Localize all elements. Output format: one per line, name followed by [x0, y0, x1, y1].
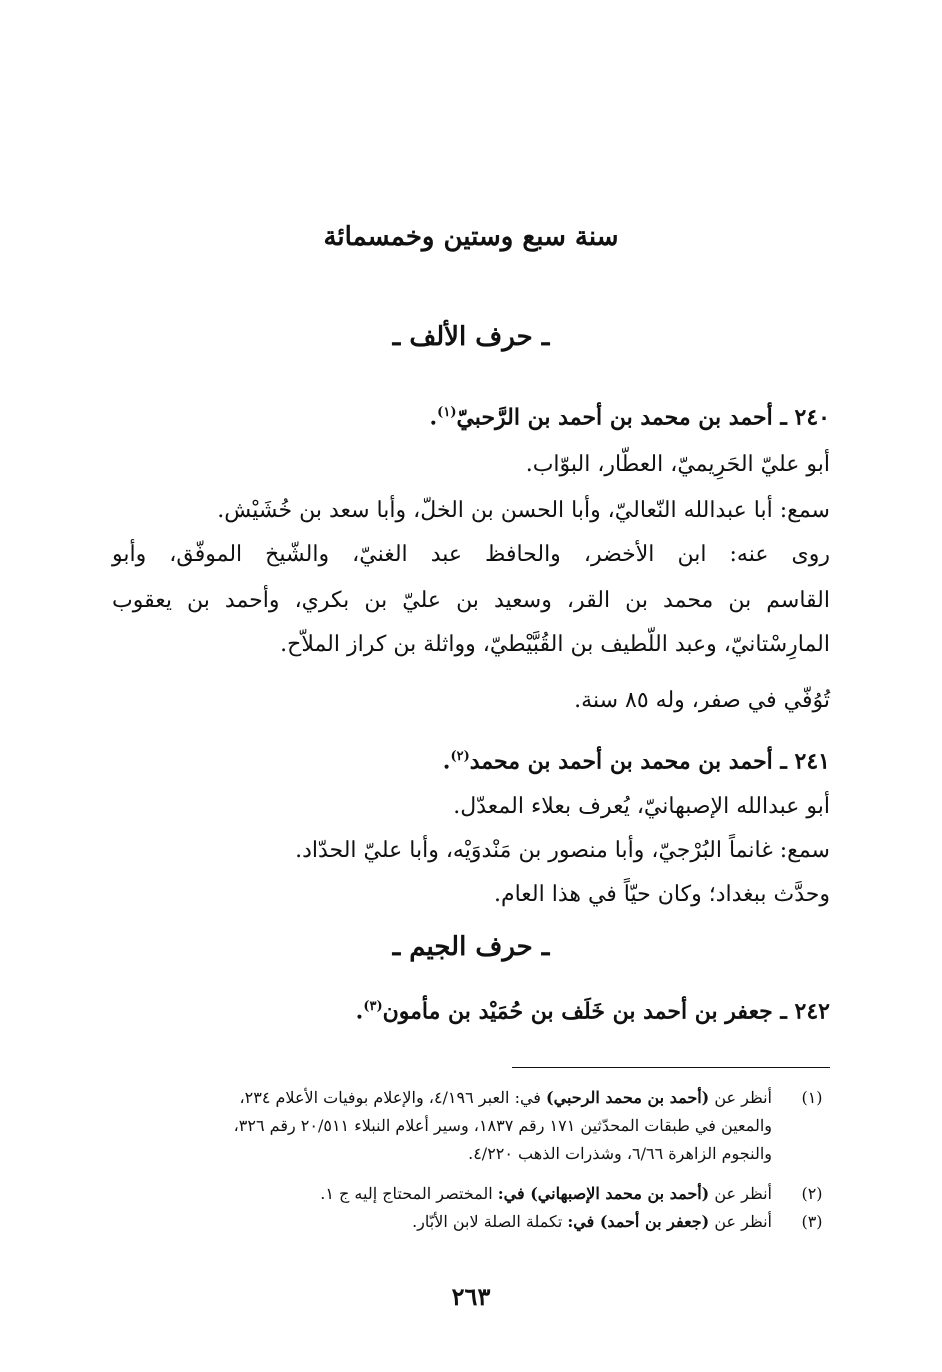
section-heading-jim: ـ حرف الجيم ـ	[392, 932, 550, 962]
entry-240-note-ref: (١)	[437, 405, 457, 420]
section-heading-alif: ـ حرف الألف ـ	[392, 322, 550, 352]
entry-242-period: .	[355, 998, 364, 1025]
footnote-3-number: (٣)	[801, 1212, 823, 1231]
entry-240-name: ٢٤٠ ـ أحمد بن محمد بن أحمد بن الرَّحبيّ	[456, 404, 830, 431]
footnote-1-number: (١)	[801, 1088, 823, 1107]
entry-242-heading	[356, 990, 830, 1028]
page-title: سنة سبع وستين وخمسمائة	[323, 222, 619, 252]
entry-241-kunya: أبو عبدالله الإصبهانيّ، يُعرف بعلاء المعدّل.	[453, 794, 830, 819]
entry-241-heading	[443, 740, 830, 778]
entry-242-name: ٢٤٢ ـ جعفر بن أحمد بن خَلَف بن حُمَيْد بن مأمون	[382, 998, 830, 1025]
entry-241-name: ٢٤١ ـ أحمد بن محمد بن أحمد بن محمد	[469, 748, 830, 775]
footnote-2-number: (٢)	[801, 1184, 823, 1203]
page-number: ٢٦٣	[451, 1282, 491, 1311]
footnote-1-line-2: والمعين في طبقات المحدّثين ١٧١ رقم ١٨٣٧، وسير أعلام النبلاء ٢٠/٥١١ رقم ٣٢٦،	[233, 1116, 772, 1135]
footnote-1-line-3: والنجوم الزاهرة ٦/٦٦، وشذرات الذهب ٤/٢٢٠.	[468, 1144, 772, 1163]
entry-240-kunya: أبو عليّ الحَرِيميّ، العطّار، البوّاب.	[525, 452, 830, 477]
footnote-1-subject: (أحمد بن محمد الرحبي)	[546, 1088, 710, 1107]
entry-240-students-line-3: المارِسْتانيّ، وعبد اللّطيف بن القُبَّيْطيّ، وواثلة بن كراز الملاّح.	[280, 632, 830, 657]
entry-240-heading	[430, 396, 831, 434]
footnote-3-prefix: أنظر عن	[709, 1212, 772, 1231]
footnote-3-text-1: تكملة الصلة لابن الأبّار.	[412, 1212, 568, 1231]
entry-240-students-line-1: روى عنه: ابن الأخضر، والحافظ عبد الغنيّ، والشّيخ الموفّق، وأبو	[112, 542, 830, 567]
footnote-2-text-1: المختصر المحتاج إليه ج ١.	[320, 1184, 498, 1203]
footnote-2-prefix: أنظر عن	[709, 1184, 772, 1203]
footnote-3-subject: (جعفر بن أحمد) في:	[567, 1212, 710, 1231]
entry-241-period: .	[442, 748, 451, 775]
entry-240-teachers: سمع: أبا عبدالله النّعاليّ، وأبا الحسن بن الخلّ، وأبا سعد بن خُشَيْش.	[217, 498, 830, 523]
entry-241-narration: وحدَّث ببغداد؛ وكان حيّاً في هذا العام.	[493, 882, 830, 907]
footnote-2-subject: (أحمد بن محمد الإصبهاني) في:	[497, 1184, 710, 1203]
entry-240-death: تُوُفّي في صفر، وله ٨٥ سنة.	[574, 688, 830, 713]
entry-241-teachers: سمع: غانماً البُرْجيّ، وأبا منصور بن مَنْدوَيْه، وأبا عليّ الحدّاد.	[295, 838, 830, 863]
entry-240-students-line-2: القاسم بن محمد بن القر، وسعيد بن عليّ بن بكري، وأحمد بن يعقوب	[112, 588, 830, 613]
footnote-divider	[512, 1067, 830, 1068]
footnote-1-text-1: في: العبر ٤/١٩٦، والإعلام بوفيات الأعلام ٢٣٤،	[239, 1088, 547, 1107]
entry-241-note-ref: (٢)	[450, 749, 470, 764]
footnote-2-line-1	[112, 1180, 772, 1208]
footnote-1-line-1	[112, 1084, 772, 1112]
footnote-1-prefix: أنظر عن	[709, 1088, 772, 1107]
entry-240-period: .	[429, 404, 438, 431]
entry-242-note-ref: (٣)	[363, 999, 383, 1014]
footnote-3-line-1	[112, 1208, 772, 1236]
